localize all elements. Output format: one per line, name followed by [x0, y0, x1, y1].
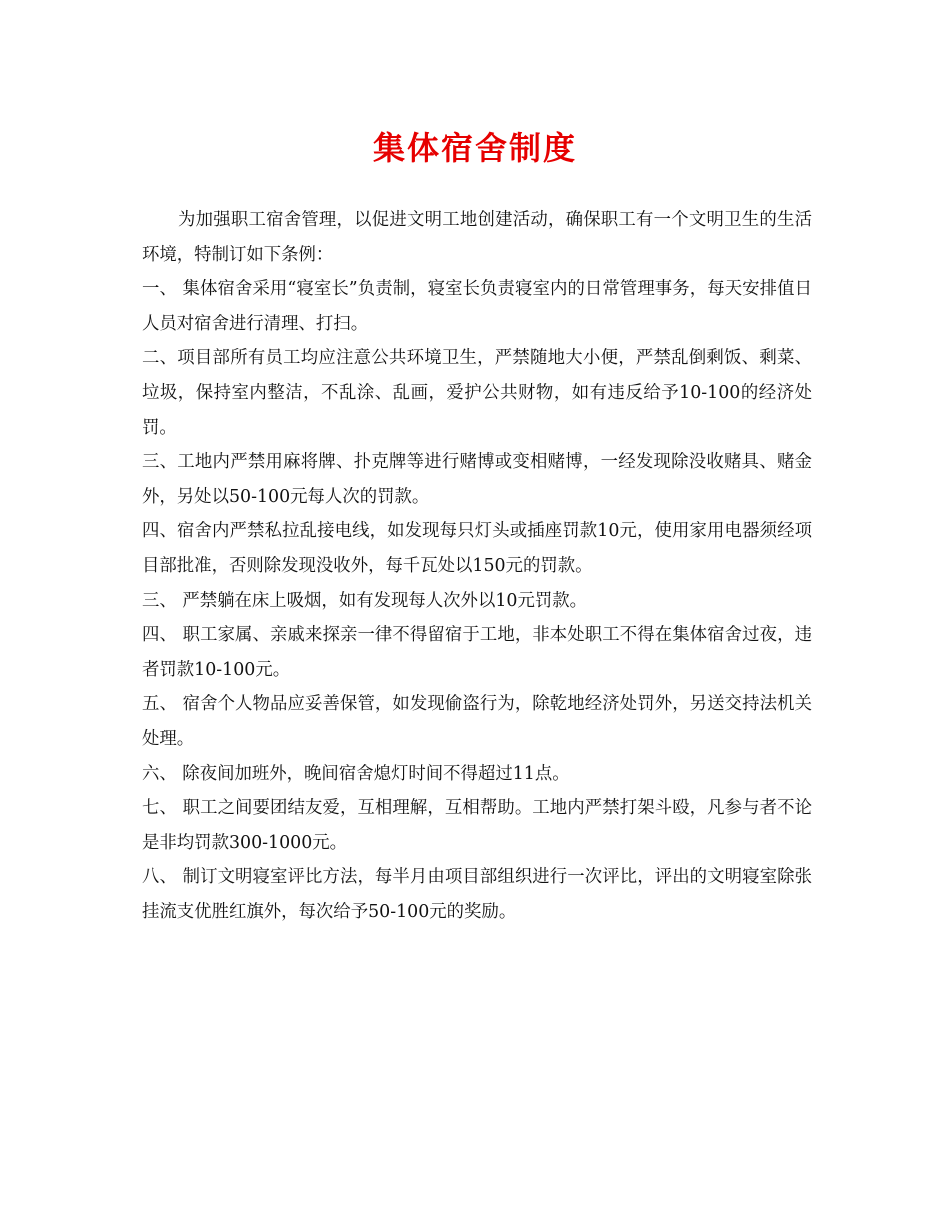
- article-2: 二、项目部所有员工均应注意公共环境卫生，严禁随地大小便，严禁乱倒剩饭、剩菜、垃圾，保持室内整洁，不乱涂、乱画，爱护公共财物，如有违反给予10-100的经济处罚。: [142, 348, 812, 438]
- article-5: 三、 严禁躺在床上吸烟，如有发现每人次外以10元罚款。: [142, 590, 588, 611]
- document-body: [142, 203, 812, 929]
- article-3: 三、工地内严禁用麻将牌、扑克牌等进行赌博或变相赌博，一经发现除没收赌具、赌金外，另处以50-100元每人次的罚款。: [142, 452, 812, 507]
- article-4: 四、宿舍内严禁私拉乱接电线，如发现每只灯头或插座罚款10元，使用家用电器须经项目部批准，否则除发现没收外，每千瓦处以150元的罚款。: [142, 521, 812, 576]
- article-6: 四、 职工家属、亲戚来探亲一律不得留宿于工地，非本处职工不得在集体宿舍过夜，违者罚款10-100元。: [142, 625, 812, 680]
- article-10: 八、 制订文明寝室评比方法，每半月由项目部组织进行一次评比，评出的文明寝室除张挂流支优胜红旗外，每次给予50-100元的奖励。: [142, 867, 812, 922]
- article-7: 五、 宿舍个人物品应妥善保管，如发现偷盗行为，除乾地经济处罚外，另送交持法机关处理。: [142, 694, 812, 749]
- document-title: 集体宿舍制度: [372, 129, 577, 167]
- intro-paragraph: 为加强职工宿舍管理，以促进文明工地创建活动，确保职工有一个文明卫生的生活环境，特制订如下条例：: [142, 210, 812, 265]
- article-9: 七、 职工之间要团结友爱，互相理解，互相帮助。工地内严禁打架斗殴，凡参与者不论是非均罚款300-1000元。: [142, 798, 812, 853]
- article-8: 六、 除夜间加班外，晚间宿舍熄灯时间不得超过11点。: [142, 763, 570, 784]
- article-1: 一、 集体宿舍采用“寝室长”负责制，寝室长负责寝室内的日常管理事务，每天安排值日人员对宿舍进行清理、打扫。: [142, 279, 812, 334]
